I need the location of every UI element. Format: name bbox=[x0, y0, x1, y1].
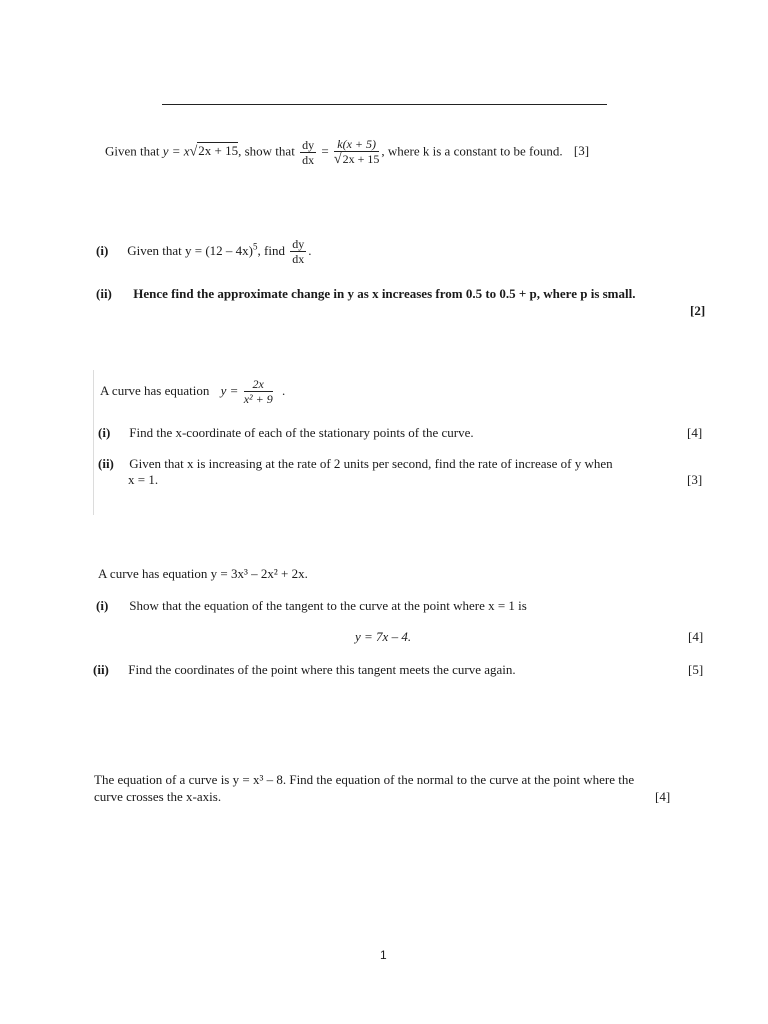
q3-lead: A curve has equation bbox=[100, 382, 210, 398]
q1-marks: [3] bbox=[573, 143, 590, 159]
question-1 bbox=[105, 138, 589, 167]
q1-derivative bbox=[300, 139, 316, 167]
q3-y-eq: y = bbox=[220, 382, 239, 398]
page-number: 1 bbox=[380, 948, 387, 962]
q4-part-ii bbox=[93, 662, 516, 678]
q3-part-ii-text: Given that x is increasing at the rate of 2 units per second, find the rate of increase of y when bbox=[129, 456, 613, 471]
q4-part-i bbox=[96, 598, 527, 614]
q1-numerator: k(x + 5) bbox=[334, 138, 379, 152]
q3-part-i-label: (i) bbox=[98, 425, 111, 440]
q5-line2: curve crosses the x-axis. bbox=[94, 789, 222, 804]
q2-part-ii-text: Hence find the approximate change in y as x increases from 0.5 to 0.5 + p, where p is small. bbox=[133, 286, 636, 301]
q4-part-i-eq: y = 7x – 4. bbox=[355, 629, 412, 644]
q2-part-i-label: (i) bbox=[96, 242, 109, 258]
q1-show-that: , show that bbox=[238, 143, 295, 159]
q2-part-i bbox=[96, 238, 311, 266]
q3-part-ii bbox=[98, 456, 613, 472]
sqrt-symbol: √ bbox=[189, 144, 198, 160]
q4-part-i-marks: [4] bbox=[688, 629, 704, 644]
q2-dy: dy bbox=[292, 237, 305, 251]
q2-part-ii-marks: [2] bbox=[690, 303, 706, 318]
q3-numerator: 2x bbox=[244, 378, 273, 392]
q1-lead: Given that bbox=[105, 143, 160, 159]
q3-margin-line bbox=[93, 370, 94, 515]
q2-part-i-text: Given that y = (12 – 4x) bbox=[127, 242, 254, 258]
q4-part-i-text: Show that the equation of the tangent to the curve at the point where x = 1 is bbox=[129, 598, 527, 613]
q4-part-i-label: (i) bbox=[96, 598, 109, 613]
q1-denominator: √2x + 15 bbox=[333, 152, 380, 167]
q3-part-i bbox=[98, 425, 474, 441]
q3-part-i-marks: [4] bbox=[687, 425, 703, 440]
q1-dx: dx bbox=[302, 152, 315, 167]
q4-intro: A curve has equation y = 3x³ – 2x² + 2x. bbox=[98, 566, 308, 581]
q2-derivative bbox=[290, 238, 306, 266]
q3-denominator: x² + 9 bbox=[243, 392, 273, 406]
q1-tail: , where k is a constant to be found. bbox=[381, 143, 563, 159]
q2-part-ii bbox=[96, 286, 636, 302]
q2-end: . bbox=[308, 242, 312, 258]
q3-part-ii-label: (ii) bbox=[98, 456, 114, 471]
q3-fraction bbox=[244, 378, 273, 406]
q3-intro bbox=[100, 378, 285, 406]
q4-part-ii-text: Find the coordinates of the point where this tangent meets the curve again. bbox=[128, 662, 516, 677]
q4-part-ii-marks: [5] bbox=[688, 662, 704, 677]
q3-end: . bbox=[281, 382, 286, 398]
q2-part-ii-label: (ii) bbox=[96, 286, 112, 301]
header-rule bbox=[162, 104, 607, 105]
q1-dy: dy bbox=[302, 137, 315, 152]
q3-part-ii-cont: x = 1. bbox=[128, 472, 159, 487]
q2-find: , find bbox=[257, 242, 285, 258]
q2-exponent: 5 bbox=[253, 241, 258, 252]
q4-part-ii-label: (ii) bbox=[93, 662, 109, 677]
q3-part-i-text: Find the x-coordinate of each of the stationary points of the curve. bbox=[129, 425, 474, 440]
q1-y-eq: y = x bbox=[162, 143, 190, 159]
q3-part-ii-marks: [3] bbox=[687, 472, 703, 487]
q1-sqrt-arg: 2x + 15 bbox=[198, 143, 239, 159]
q2-dx: dx bbox=[292, 252, 305, 266]
q5-line1: The equation of a curve is y = x³ – 8. Find the equation of the normal to the curve at the point where the bbox=[94, 772, 635, 787]
q1-rhs-fraction bbox=[334, 138, 379, 167]
q1-eq: = bbox=[321, 143, 329, 159]
q5-marks: [4] bbox=[655, 789, 671, 804]
